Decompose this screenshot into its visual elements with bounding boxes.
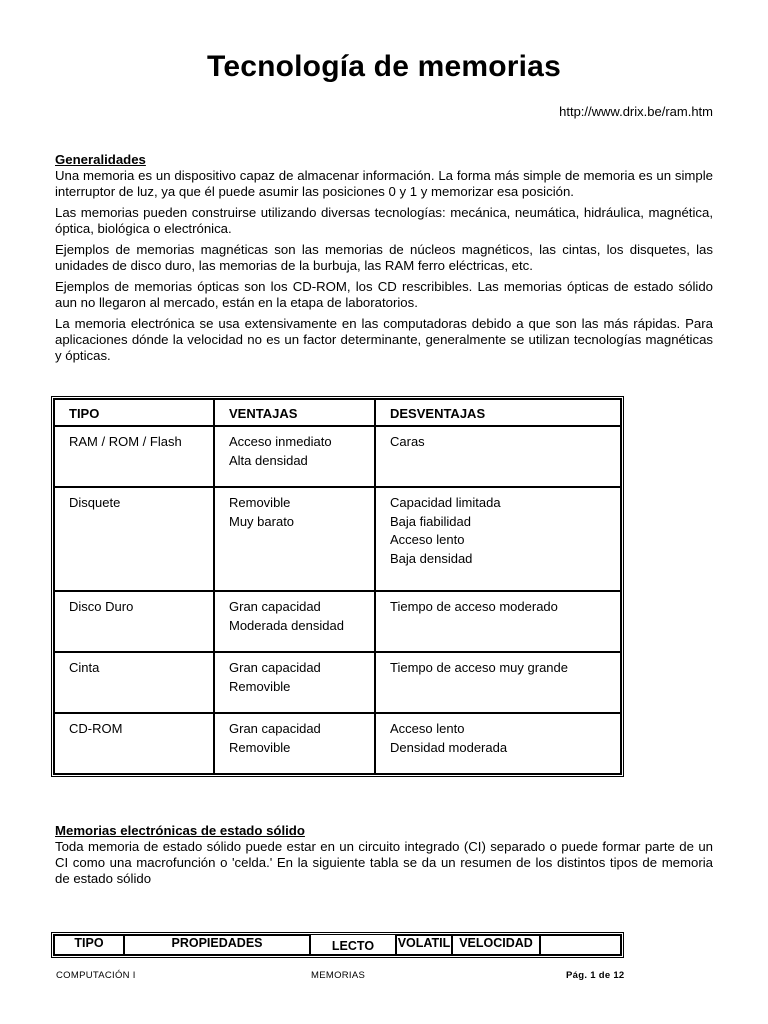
solid-state-table [51, 932, 624, 958]
table-header-row [54, 399, 621, 426]
cell-line: Removible [229, 739, 291, 755]
section-generalidades [55, 152, 713, 369]
cell-line: Acceso lento [390, 532, 465, 547]
cell-line: Baja fiabilidad [390, 513, 471, 529]
source-url: http://www.drix.be/ram.htm [559, 104, 713, 119]
page-title: Tecnología de memorias [207, 50, 561, 83]
memory-comparison-table [51, 396, 624, 777]
table-row [54, 591, 621, 652]
table-row [54, 487, 621, 591]
cell-ventajas [214, 426, 375, 487]
header-propiedades: PROPIEDADES [124, 935, 310, 955]
cell-line: Baja densidad [390, 550, 473, 566]
cell-ventajas [214, 652, 375, 713]
paragraph: La memoria electrónica se usa extensivamente en las computadoras debido a que son las más rápidas. Para aplicaciones dónde la velocidad no es un factor determinante, generalmente se utilizan tecnologías magnéticas y ópticas. [55, 316, 713, 363]
footer-page-number: Pág. 1 de 12 [566, 970, 625, 981]
table-row [54, 713, 621, 774]
cell-line: Capacidad limitada [390, 495, 501, 510]
header-desventajas: DESVENTAJAS [375, 399, 621, 426]
cell-line: Gran capacidad [229, 599, 321, 614]
cell-line: Moderada densidad [229, 617, 344, 633]
cell-tipo: RAM / ROM / Flash [54, 426, 214, 487]
header-tipo: TIPO [54, 935, 124, 955]
footer-course: COMPUTACIÓN I [56, 970, 136, 981]
header-empty [540, 935, 621, 955]
cell-tipo: CD-ROM [54, 713, 214, 774]
cell-line: Removible [229, 678, 291, 694]
cell-tipo: Cinta [54, 652, 214, 713]
header-velocidad: VELOCIDAD [452, 935, 540, 955]
cell-desventajas [375, 426, 621, 487]
cell-ventajas [214, 487, 375, 591]
section-heading: Generalidades [55, 152, 146, 167]
cell-line: Caras [390, 434, 425, 449]
cell-ventajas [214, 713, 375, 774]
paragraph: Las memorias pueden construirse utilizando diversas tecnologías: mecánica, neumática, hidráulica, magnética, óptica, biológica o electrónica. [55, 205, 713, 236]
cell-line: Removible [229, 495, 291, 510]
table-header-row [54, 935, 621, 955]
cell-ventajas [214, 591, 375, 652]
cell-line: Gran capacidad [229, 721, 321, 736]
paragraph: Toda memoria de estado sólido puede estar en un circuito integrado (CI) separado o puede formar parte de un CI como una macrofunción o 'celda.' En la siguiente tabla se da un resumen de los distintos tipos de memoria de estado sólido [55, 839, 713, 886]
header-tipo: TIPO [54, 399, 214, 426]
cell-line: Tiempo de acceso moderado [390, 599, 558, 614]
header-volatil: VOLATIL [396, 935, 452, 955]
cell-desventajas [375, 713, 621, 774]
cell-line: Acceso inmediato [229, 434, 332, 449]
cell-desventajas [375, 652, 621, 713]
cell-line: Tiempo de acceso muy grande [390, 660, 569, 675]
paragraph: Ejemplos de memorias ópticas son los CD-ROM, los CD rescribibles. Las memorias ópticas de estado sólido aun no llegaron al mercado, están en la etapa de laboratorios. [55, 279, 713, 310]
header-ventajas: VENTAJAS [214, 399, 375, 426]
cell-tipo: Disco Duro [54, 591, 214, 652]
cell-line: Alta densidad [229, 452, 308, 468]
cell-line: Gran capacidad [229, 660, 321, 675]
cell-line: Acceso lento [390, 721, 465, 736]
footer-topic: MEMORIAS [311, 970, 366, 981]
cell-tipo: Disquete [54, 487, 214, 591]
header-lecto: LECTO [310, 935, 396, 955]
cell-line: Muy barato [229, 513, 295, 529]
section-estado-solido [55, 823, 713, 892]
table-row [54, 426, 621, 487]
section-heading: Memorias electrónicas de estado sólido [55, 823, 305, 838]
paragraph: Ejemplos de memorias magnéticas son las memorias de núcleos magnéticos, las cintas, los disquetes, las unidades de disco duro, las memorias de la burbuja, las RAM ferro eléctricas, etc. [55, 242, 713, 273]
cell-desventajas [375, 591, 621, 652]
cell-desventajas [375, 487, 621, 591]
paragraph: Una memoria es un dispositivo capaz de almacenar información. La forma más simple de memoria es un simple interruptor de luz, ya que él puede asumir las posiciones 0 y 1 y memorizar esa posición. [55, 168, 713, 199]
cell-line: Densidad moderada [390, 739, 508, 755]
table-row [54, 652, 621, 713]
